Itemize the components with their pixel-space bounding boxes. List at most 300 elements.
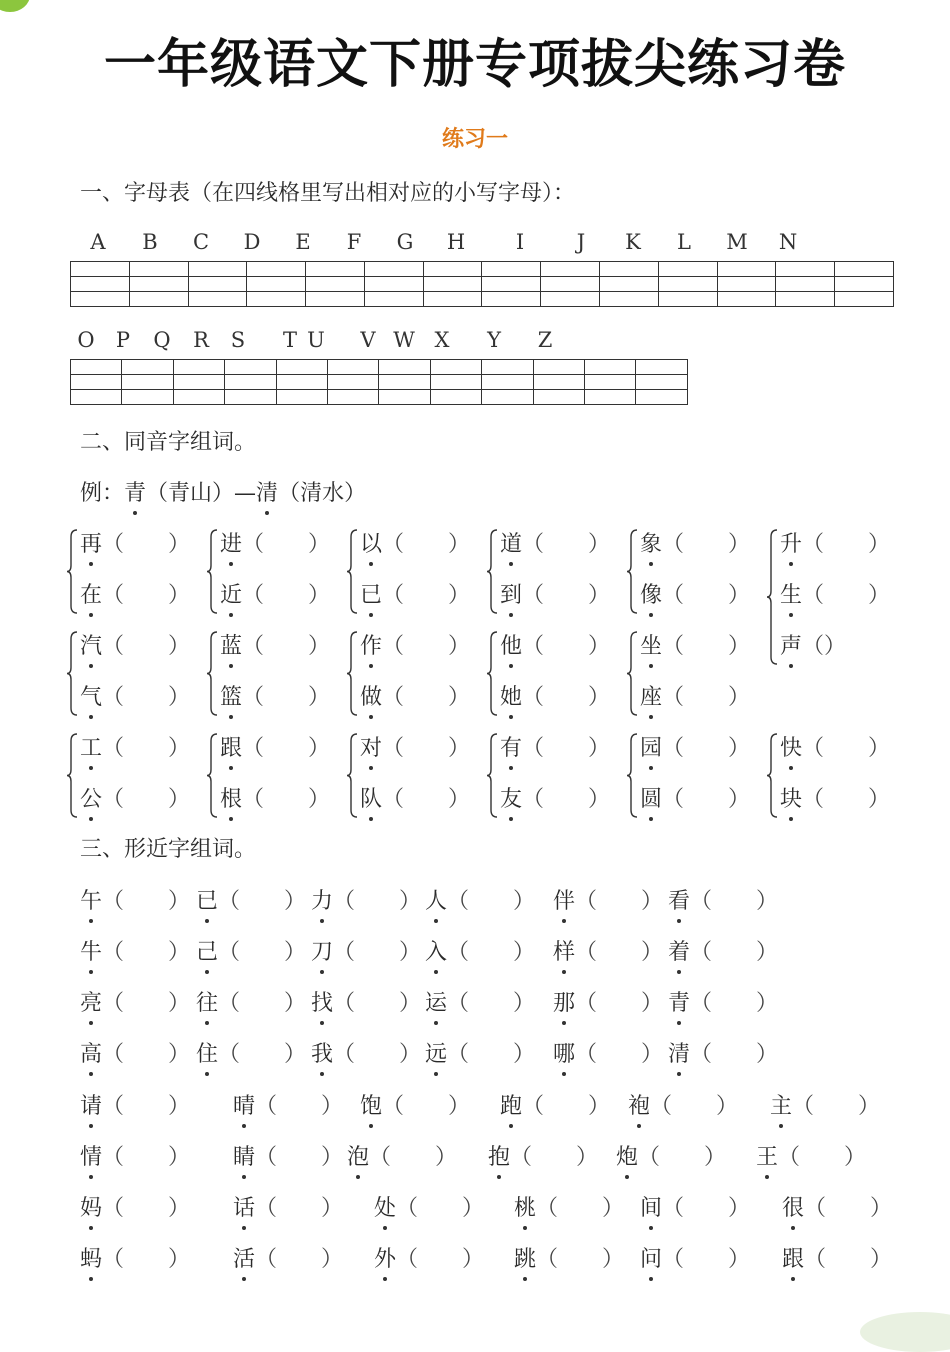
dotted-char: 座 [640,680,662,711]
grid-cell[interactable] [658,292,717,307]
grid-cell[interactable] [430,360,481,375]
word-entry [374,1242,484,1273]
grid-cell[interactable] [636,375,688,390]
example-word-1: （青山）— [146,481,257,506]
word-entry [782,1242,892,1273]
answer-blank[interactable]: （ ） [102,1094,191,1119]
grid-cell[interactable] [600,292,659,307]
grid-cell[interactable] [225,390,276,405]
dotted-char: 看 [668,884,690,915]
answer-blank[interactable]: （ ） [522,787,611,812]
word-entry [500,629,610,660]
dotted-char: 声 [780,629,802,660]
word-entry [360,527,470,558]
word-entry [220,782,330,813]
grid-cell[interactable] [835,292,894,307]
word-entry [220,629,330,660]
grid-cell[interactable] [835,262,894,277]
dotted-char: 象 [640,527,662,558]
grid-cell[interactable] [541,277,600,292]
dotted-char: 找 [311,986,333,1017]
dotted-char: 汽 [80,629,102,660]
word-entry [425,986,535,1017]
dotted-char: 做 [360,680,382,711]
dotted-char: 样 [553,935,575,966]
answer-blank[interactable]: （ ） [802,736,891,761]
grid-cell[interactable] [541,292,600,307]
word-entry [220,578,330,609]
answer-blank[interactable]: （ ） [218,991,307,1016]
answer-blank[interactable]: （ ） [536,1247,625,1272]
answer-blank[interactable]: （ ） [382,787,471,812]
answer-blank[interactable]: （ ） [662,634,751,659]
dotted-char: 到 [500,578,522,609]
grid-cell[interactable] [247,277,306,292]
answer-blank[interactable]: （ ） [242,634,331,659]
word-entry [220,731,330,762]
answer-blank[interactable]: （ ） [333,889,422,914]
grid-cell[interactable] [364,262,423,277]
dotted-char: 坐 [640,629,662,660]
answer-blank[interactable]: （ ） [102,532,191,557]
dotted-char: 他 [500,629,522,660]
letter-J: J [576,230,586,254]
answer-blank[interactable]: （ ） [804,1196,893,1221]
word-entry [640,731,750,762]
dotted-char: 运 [425,986,447,1017]
grid-cell[interactable] [188,292,247,307]
answer-blank[interactable]: （ ） [382,532,471,557]
grid-cell[interactable] [533,375,584,390]
grid-cell[interactable] [173,390,224,405]
letter-L: L [677,230,691,254]
word-entry [233,1089,343,1120]
grid-cell[interactable] [129,292,188,307]
grid-cell[interactable] [430,375,481,390]
grid-cell[interactable] [129,262,188,277]
grid-cell[interactable] [533,390,584,405]
grid-cell[interactable] [276,360,327,375]
answer-blank[interactable]: （ ） [102,583,191,608]
grid-cell[interactable] [585,360,636,375]
dotted-char: 处 [374,1191,396,1222]
grid-cell[interactable] [423,292,482,307]
answer-blank[interactable]: （ ） [522,532,611,557]
dotted-char: 快 [780,731,802,762]
word-entry [668,986,778,1017]
grid-cell[interactable] [482,292,541,307]
answer-blank[interactable]: （ ） [369,1145,458,1170]
grid-cell[interactable] [379,375,430,390]
dotted-char: 近 [220,578,242,609]
curly-brace-icon [486,631,498,716]
answer-blank[interactable]: （ ） [255,1196,344,1221]
word-entry [640,680,750,711]
word-entry [80,884,190,915]
answer-blank[interactable]: （ ） [522,685,611,710]
answer-blank[interactable]: （ ） [382,634,471,659]
word-entry [311,884,421,915]
word-entry [500,1089,610,1120]
answer-blank[interactable]: （ ） [255,1247,344,1272]
answer-blank[interactable]: （ ） [382,685,471,710]
answer-blank[interactable]: （ ） [522,583,611,608]
dotted-char: 外 [374,1242,396,1273]
word-entry [80,1089,190,1120]
dotted-char: 我 [311,1037,333,1068]
corner-decoration-bottom [860,1312,950,1352]
dotted-char: 蚂 [80,1242,102,1273]
grid-cell[interactable] [636,390,688,405]
word-entry [782,1191,892,1222]
answer-blank[interactable]: （ ） [102,991,191,1016]
grid-cell[interactable] [306,277,365,292]
curly-brace-icon [346,529,358,614]
answer-blank[interactable]: （ ） [333,991,422,1016]
word-entry [80,1140,190,1171]
dotted-char: 牛 [80,935,102,966]
grid-cell[interactable] [71,292,130,307]
answer-blank[interactable]: （ ） [662,685,751,710]
word-entry [311,935,421,966]
answer-blank[interactable]: （ ） [102,634,191,659]
word-entry [80,629,190,660]
grid-cell[interactable] [776,277,835,292]
dotted-char: 已 [360,578,382,609]
answer-blank[interactable]: （ ） [102,940,191,965]
answer-blank[interactable]: （ ） [662,787,751,812]
answer-blank[interactable]: （ ） [447,940,536,965]
word-entry [770,1089,880,1120]
grid-cell[interactable] [173,375,224,390]
dotted-char: 在 [80,578,102,609]
word-entry [196,935,306,966]
dotted-char: 很 [782,1191,804,1222]
dotted-char: 再 [80,527,102,558]
answer-blank[interactable]: （ ） [575,1042,664,1067]
grid-cell[interactable] [379,390,430,405]
curly-brace-icon [486,529,498,614]
answer-blank[interactable]: （ ） [333,940,422,965]
grid-cell[interactable] [276,390,327,405]
grid-cell[interactable] [364,277,423,292]
grid-cell[interactable] [306,262,365,277]
dotted-char: 泡 [347,1140,369,1171]
answer-blank[interactable]: （ ） [447,1042,536,1067]
answer-blank[interactable]: （ ） [102,736,191,761]
example-line [80,476,366,507]
answer-blank[interactable]: （ ） [447,889,536,914]
dotted-char: 那 [553,986,575,1017]
answer-blank[interactable]: （ ） [662,736,751,761]
dotted-char: 圆 [640,782,662,813]
answer-blank[interactable]: （ ） [242,787,331,812]
word-entry [360,782,470,813]
grid-cell[interactable] [122,375,173,390]
answer-blank[interactable]: （ ） [102,889,191,914]
answer-blank[interactable]: （ ） [102,1042,191,1067]
answer-blank[interactable]: （ ） [396,1247,485,1272]
dotted-char: 队 [360,782,382,813]
letter-A: A [90,230,106,254]
word-entry [360,731,470,762]
grid-cell[interactable] [585,375,636,390]
dotted-char: 块 [780,782,802,813]
answer-blank[interactable]: （ ） [575,940,664,965]
answer-blank[interactable]: （ ） [382,736,471,761]
letter-E: E [295,230,311,254]
dotted-char: 伴 [553,884,575,915]
answer-blank[interactable]: （ ） [333,1042,422,1067]
answer-blank[interactable]: （ ） [218,940,307,965]
answer-blank[interactable]: （ ） [102,1196,191,1221]
letter-X: X [434,328,450,352]
letter-R: R [193,328,209,352]
word-entry [668,1037,778,1068]
letter-G: G [396,230,414,254]
answer-blank[interactable]: （ ） [690,991,779,1016]
curly-brace-icon [766,529,778,665]
grid-cell[interactable] [328,375,379,390]
letter-Y: Y [487,328,501,352]
answer-blank[interactable]: （ ） [242,532,331,557]
word-entry [80,731,190,762]
answer-blank[interactable]: （ ） [447,991,536,1016]
answer-blank[interactable]: （ ） [522,736,611,761]
answer-blank[interactable]: （ ） [662,1247,751,1272]
word-entry [500,680,610,711]
grid-cell[interactable] [636,360,688,375]
dotted-char: 道 [500,527,522,558]
dotted-char: 对 [360,731,382,762]
four-line-grid-1[interactable] [70,261,894,307]
grid-cell[interactable] [482,277,541,292]
dotted-char: 入 [425,935,447,966]
grid-cell[interactable] [225,375,276,390]
dotted-char: 远 [425,1037,447,1068]
answer-blank[interactable]: （ ） [102,685,191,710]
corner-decoration [0,0,30,12]
answer-blank[interactable]: （ ） [218,1042,307,1067]
answer-blank[interactable]: （ ） [802,583,891,608]
answer-blank[interactable]: （ ） [802,787,891,812]
word-entry [233,1140,343,1171]
grid-cell[interactable] [71,262,130,277]
dotted-char: 晴 [233,1089,255,1120]
grid-cell[interactable] [835,277,894,292]
dotted-char: 力 [311,884,333,915]
dotted-char: 话 [233,1191,255,1222]
answer-blank[interactable]: （ ） [662,1196,751,1221]
curly-brace-icon [486,733,498,818]
word-entry [780,527,890,558]
grid-cell[interactable] [71,277,130,292]
grid-cell[interactable] [776,262,835,277]
grid-cell[interactable] [122,390,173,405]
dotted-char: 主 [770,1089,792,1120]
word-entry [500,578,610,609]
section1-heading: 一、字母表（在四线格里写出相对应的小写字母）： [80,181,576,206]
grid-cell[interactable] [173,360,224,375]
grid-cell[interactable] [71,360,122,375]
grid-cell[interactable] [482,390,533,405]
answer-blank[interactable]: （ ） [778,1145,867,1170]
answer-blank[interactable]: （ ） [522,634,611,659]
answer-blank[interactable]: （ ） [575,991,664,1016]
answer-blank[interactable]: （ ） [102,1145,191,1170]
grid-cell[interactable] [423,277,482,292]
section3-heading: 三、形近字组词。 [80,837,257,862]
word-entry [233,1242,343,1273]
answer-blank[interactable]: （ ） [255,1145,344,1170]
answer-blank[interactable]: （ ） [802,532,891,557]
page-title: 一年级语文下册专项拔尖练习卷 [103,35,846,95]
grid-cell[interactable] [71,390,122,405]
word-entry [780,578,890,609]
answer-blank[interactable]: （ ） [662,532,751,557]
answer-blank[interactable]: （ ） [255,1094,344,1119]
dotted-char: 升 [780,527,802,558]
grid-cell[interactable] [533,360,584,375]
word-entry [500,731,610,762]
grid-cell[interactable] [482,375,533,390]
grid-cell[interactable] [188,262,247,277]
answer-blank[interactable]: （ ） [650,1094,739,1119]
letter-N: N [778,230,798,254]
word-entry [80,782,190,813]
grid-cell[interactable] [541,262,600,277]
word-entry [80,1037,190,1068]
dotted-char: 桃 [514,1191,536,1222]
answer-blank[interactable]: （ ） [510,1145,599,1170]
grid-cell[interactable] [247,262,306,277]
answer-blank[interactable]: （） [802,634,847,659]
answer-blank[interactable]: （ ） [242,685,331,710]
answer-blank[interactable]: （ ） [662,583,751,608]
answer-blank[interactable]: （ ） [575,889,664,914]
word-entry [640,782,750,813]
curly-brace-icon [206,529,218,614]
grid-cell[interactable] [776,292,835,307]
answer-blank[interactable]: （ ） [102,787,191,812]
dotted-char: 公 [80,782,102,813]
word-entry [360,629,470,660]
curly-brace-icon [626,631,638,716]
word-entry [553,1037,663,1068]
answer-blank[interactable]: （ ） [242,583,331,608]
grid-cell[interactable] [247,292,306,307]
dotted-char: 往 [196,986,218,1017]
answer-blank[interactable]: （ ） [382,583,471,608]
grid-cell[interactable] [328,390,379,405]
grid-cell[interactable] [482,262,541,277]
answer-blank[interactable]: （ ） [242,736,331,761]
answer-blank[interactable]: （ ） [102,1247,191,1272]
grid-cell[interactable] [658,277,717,292]
answer-blank[interactable]: （ ） [218,889,307,914]
word-entry [640,527,750,558]
word-entry [311,986,421,1017]
grid-cell[interactable] [129,277,188,292]
word-entry [780,782,890,813]
grid-cell[interactable] [188,277,247,292]
grid-cell[interactable] [585,390,636,405]
grid-cell[interactable] [276,375,327,390]
dotted-char: 高 [80,1037,102,1068]
answer-blank[interactable]: （ ） [536,1196,625,1221]
grid-cell[interactable] [430,390,481,405]
word-entry [640,1191,750,1222]
answer-blank[interactable]: （ ） [382,1094,471,1119]
dotted-char: 像 [640,578,662,609]
grid-cell[interactable] [364,292,423,307]
answer-blank[interactable]: （ ） [690,1042,779,1067]
letter-Q: Q [153,328,171,352]
word-entry [640,1242,750,1273]
grid-cell[interactable] [600,262,659,277]
dotted-char: 间 [640,1191,662,1222]
dotted-char: 生 [780,578,802,609]
word-entry [196,986,306,1017]
word-entry [220,527,330,558]
answer-blank[interactable]: （ ） [690,940,779,965]
four-line-grid-2[interactable] [70,359,688,405]
grid-cell[interactable] [423,262,482,277]
answer-blank[interactable]: （ ） [396,1196,485,1221]
answer-blank[interactable]: （ ） [690,889,779,914]
grid-cell[interactable] [717,262,776,277]
grid-cell[interactable] [717,292,776,307]
grid-cell[interactable] [658,262,717,277]
answer-blank[interactable]: （ ） [804,1247,893,1272]
answer-blank[interactable]: （ ） [522,1094,611,1119]
word-entry [80,680,190,711]
letter-M: M [726,230,748,254]
curly-brace-icon [766,733,778,818]
dotted-char: 刀 [311,935,333,966]
word-entry [360,680,470,711]
grid-cell[interactable] [225,360,276,375]
answer-blank[interactable]: （ ） [792,1094,881,1119]
word-entry [80,578,190,609]
grid-cell[interactable] [122,360,173,375]
dotted-char: 午 [80,884,102,915]
dotted-char: 进 [220,527,242,558]
word-entry [220,680,330,711]
grid-cell[interactable] [328,360,379,375]
dotted-char: 蓝 [220,629,242,660]
word-entry [360,1089,470,1120]
grid-cell[interactable] [306,292,365,307]
grid-cell[interactable] [71,375,122,390]
grid-cell[interactable] [482,360,533,375]
letter-U: U [307,328,325,352]
example-label: 例： [80,481,125,506]
letter-T: T [282,328,298,352]
grid-cell[interactable] [600,277,659,292]
curly-brace-icon [346,631,358,716]
word-entry [616,1140,726,1171]
letter-H: H [446,230,466,254]
word-entry [553,986,663,1017]
dotted-char: 跑 [500,1089,522,1120]
grid-cell[interactable] [379,360,430,375]
grid-cell[interactable] [717,277,776,292]
word-entry [311,1037,421,1068]
word-entry [488,1140,598,1171]
letter-I: I [515,230,525,254]
answer-blank[interactable]: （ ） [638,1145,727,1170]
